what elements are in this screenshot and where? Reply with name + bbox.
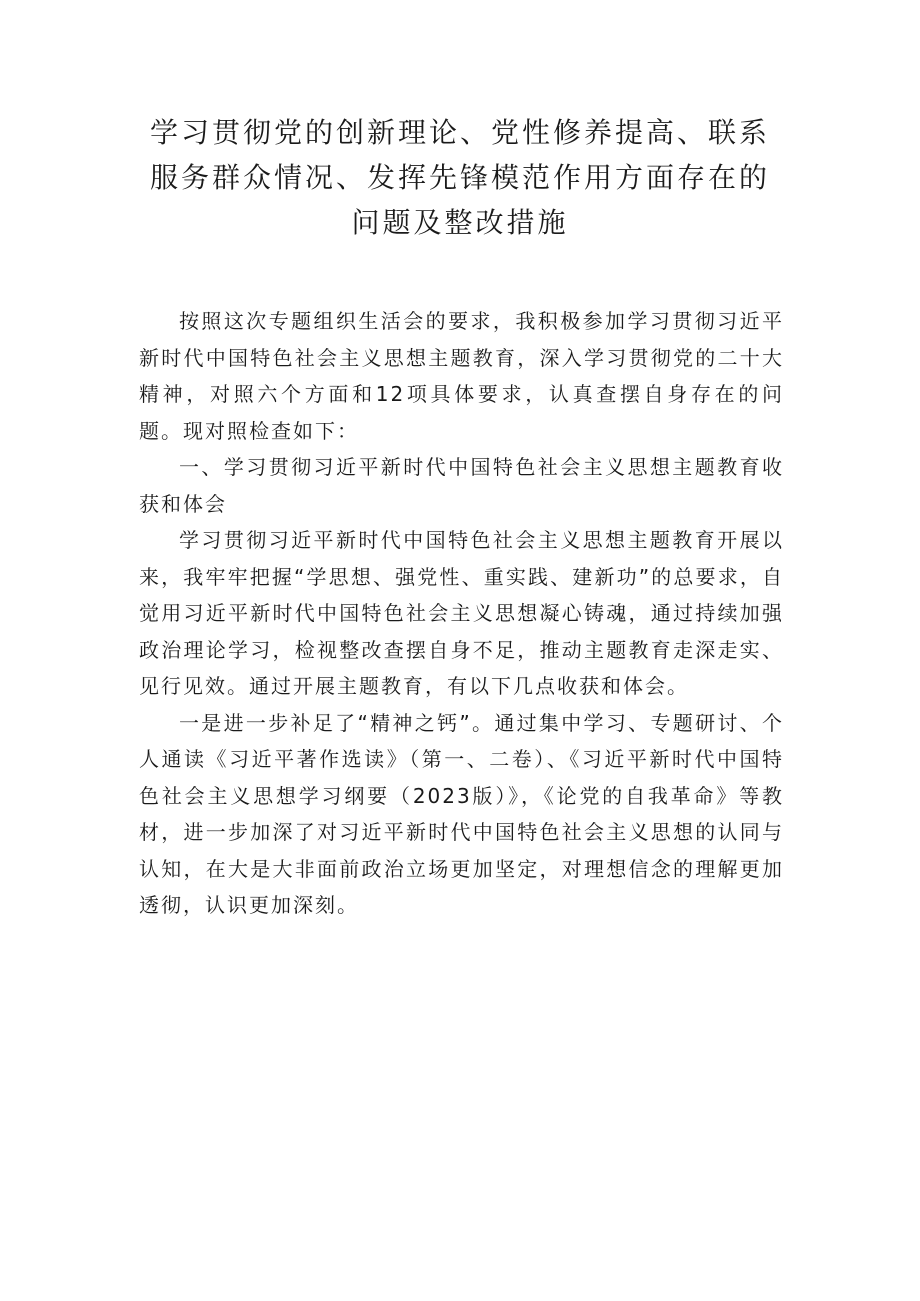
document-body [139, 303, 784, 924]
paragraph-intro: 按照这次专题组织生活会的要求，我积极参加学习贯彻习近平新时代中国特色社会主义思想主题教育，深入学习贯彻党的二十大精神，对照六个方面和12项具体要求，认真查摆自身存在的问题。现对照检查如下： [139, 309, 784, 443]
section-heading-1: 一、学习贯彻习近平新时代中国特色社会主义思想主题教育收获和体会 [139, 455, 784, 516]
paragraph-point-1: 一是进一步补足了“精神之钙”。通过集中学习、专题研讨、个人通读《习近平著作选读》（第一、二卷）、《习近平新时代中国特色社会主义思想学习纲要（2023版）》，《论党的自我革命》等教材，进一步加深了对习近平新时代中国特色社会主义思想的认同与认知，在大是大非面前政治立场更加坚定，对理想信念的理解更加透彻，认识更加深刻。 [139, 710, 784, 917]
paragraph-section-1: 学习贯彻习近平新时代中国特色社会主义思想主题教育开展以来，我牢牢把握“学思想、强党性、重实践、建新功”的总要求，自觉用习近平新时代中国特色社会主义思想凝心铸魂，通过持续加强政治理论学习，检视整改查摆自身不足，推动主题教育走深走实、见行见效。通过开展主题教育，有以下几点收获和体会。 [139, 528, 784, 698]
document-title: 学习贯彻党的创新理论、党性修养提高、联系服务群众情况、发挥先锋模范作用方面存在的问题及整改措施 [149, 116, 770, 239]
